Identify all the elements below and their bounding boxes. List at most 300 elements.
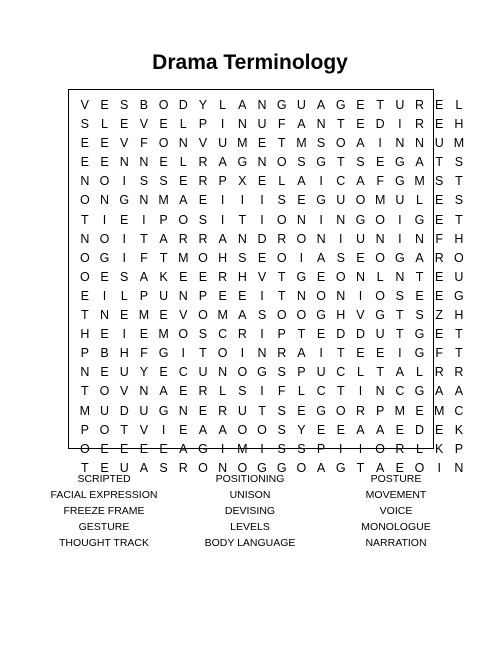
grid-letter: E [375,346,385,361]
grid-letter: F [140,250,148,265]
grid-letter: O [276,308,287,323]
grid-letter: I [378,136,382,151]
grid-letter: E [435,212,444,227]
grid-letter: M [79,403,91,418]
grid-letter: I [220,193,225,208]
grid-letter: V [120,136,129,151]
grid-letter: C [336,365,346,380]
grid-letter: I [260,441,264,456]
grid-letter: O [79,269,90,284]
grid-letter: E [415,288,424,303]
grid-letter: L [101,117,108,132]
grid-letter: F [435,231,444,246]
grid-letter: R [434,250,444,265]
grid-letter: I [437,460,441,475]
grid-letter: N [296,288,306,303]
grid-letter: E [159,155,168,170]
grid-letter: I [339,231,343,246]
grid-letter: I [102,212,107,227]
grid-letter: E [316,327,326,342]
grid-letter: A [375,422,385,437]
grid-letter: C [178,365,188,380]
grid-letter: U [355,231,365,246]
grid-letter: T [297,327,306,342]
grid-letter: N [80,365,90,380]
grid-row [75,268,469,287]
grid-letter: E [198,403,208,418]
grid-letter: O [375,288,386,303]
grid-letter: E [435,288,444,303]
grid-letter: E [316,269,326,284]
grid-letter: S [120,269,129,284]
grid-letter: I [260,327,264,342]
grid-letter: I [260,384,264,399]
grid-row [75,287,469,306]
grid-letter: I [319,346,323,361]
grid-letter: T [258,403,266,418]
grid-letter: M [453,136,465,151]
grid-letter: N [316,231,326,246]
grid-letter: L [179,117,187,132]
grid-letter: G [276,460,287,475]
grid-letter: E [100,269,109,284]
grid-row [75,153,469,172]
grid-letter: T [277,269,286,284]
grid-letter: G [375,308,386,323]
grid-letter: Y [139,365,149,380]
grid-letter: T [396,308,404,323]
grid-letter: S [159,460,168,475]
grid-row [75,249,469,268]
grid-letter: A [415,250,424,265]
grid-letter: V [139,422,149,437]
grid-letter: N [178,288,188,303]
word-list-item: THOUGHT TRACK [58,537,150,549]
grid-letter: G [316,308,326,323]
grid-letter: O [79,441,90,456]
grid-letter: E [120,117,129,132]
grid-letter: R [237,327,247,342]
grid-letter: M [217,308,228,323]
grid-letter: I [240,346,245,361]
grid-letter: A [316,98,326,112]
grid-letter: V [257,269,267,284]
grid-letter: N [415,136,425,151]
grid-letter: A [139,269,149,284]
grid-letter: I [122,250,126,265]
grid-letter: A [395,365,405,380]
grid-letter: A [218,155,227,170]
grid-letter: N [237,117,247,132]
grid-letter: E [100,441,109,456]
grid-letter: N [395,269,405,284]
grid-letter: F [140,346,148,361]
grid-letter: L [219,384,227,399]
grid-letter: R [198,384,208,399]
grid-letter: L [179,155,187,170]
grid-letter: G [414,212,425,227]
grid-letter: O [375,441,386,456]
grid-letter: T [415,269,424,284]
word-list-item: POSTURE [370,473,422,485]
grid-letter: I [240,193,245,208]
grid-letter: N [218,460,228,475]
grid-letter: A [238,308,247,323]
grid-letter: A [375,460,385,475]
grid-letter: E [238,288,247,303]
grid-letter: S [435,174,444,189]
grid-letter: F [435,346,444,361]
grid-letter: E [257,174,267,189]
grid-letter: P [198,117,208,132]
grid-letter: T [277,136,286,151]
grid-letter: R [415,117,425,132]
grid-letter: N [100,308,110,323]
grid-letter: P [316,441,326,456]
page-title: Drama Terminology [152,51,348,74]
grid-letter: O [158,136,169,151]
grid-letter: R [277,231,287,246]
grid-letter: O [414,460,425,475]
grid-row [75,191,469,210]
grid-letter: I [260,193,264,208]
grid-letter: G [99,250,110,265]
grid-letter: I [260,288,264,303]
grid-letter: M [158,193,169,208]
grid-letter: A [356,422,365,437]
grid-letter: E [159,117,168,132]
word-list-item: DEVISING [224,505,276,517]
grid-letter: O [454,250,464,265]
grid-letter: T [455,346,463,361]
grid-letter: E [179,384,188,399]
grid-letter: I [299,250,304,265]
grid-letter: I [102,288,107,303]
grid-letter: E [198,193,208,208]
grid-letter: E [179,174,188,189]
grid-letter: S [238,250,247,265]
grid-letter: E [356,346,365,361]
grid-letter: E [395,460,405,475]
grid-letter: I [398,212,402,227]
grid-letter: H [454,231,464,246]
grid-letter: R [198,174,208,189]
grid-letter: O [198,308,208,323]
grid-letter: E [435,98,444,112]
grid-letter: E [139,327,149,342]
grid-letter: U [237,403,247,418]
grid-letter: O [99,384,110,399]
grid-letter: O [99,231,110,246]
grid-letter: A [218,422,227,437]
grid-letter: H [80,327,90,342]
grid-letter: E [316,422,326,437]
grid-letter: E [395,422,405,437]
grid-letter: I [122,174,126,189]
grid-letter: E [100,327,109,342]
grid-letter: M [237,441,248,456]
grid-letter: T [396,327,404,342]
grid-letter: U [336,193,346,208]
grid-letter: A [297,117,306,132]
grid-letter: A [297,174,306,189]
grid-letter: P [198,288,208,303]
grid-letter: D [355,327,365,342]
grid-letter: E [159,441,168,456]
letter-grid [75,96,469,478]
grid-letter: U [119,365,129,380]
grid-letter: U [257,117,267,132]
word-list-item: NARRATION [365,537,427,549]
grid-letter: G [414,327,425,342]
grid-letter: V [80,98,90,112]
grid-letter: I [398,346,402,361]
grid-row [75,421,469,440]
grid-letter: O [99,174,110,189]
grid-letter: S [277,441,286,456]
grid-letter: S [336,250,345,265]
grid-letter: H [336,308,346,323]
grid-letter: A [316,250,326,265]
grid-letter: L [297,384,305,399]
grid-letter: O [99,422,110,437]
grid-letter: O [335,403,346,418]
grid-letter: S [356,155,365,170]
word-list-item: VOICE [379,505,413,517]
grid-letter: N [316,117,326,132]
grid-letter: L [455,98,463,112]
grid-letter: E [159,308,168,323]
grid-letter: O [79,193,90,208]
grid-row [75,325,469,344]
grid-letter: T [435,155,444,170]
grid-letter: P [454,441,464,456]
word-list-item: GESTURE [78,521,130,533]
grid-letter: U [218,136,228,151]
grid-letter: S [395,288,405,303]
grid-letter: H [119,346,129,361]
grid-letter: D [415,422,425,437]
grid-letter: R [198,155,208,170]
grid-letter: N [336,212,346,227]
grid-letter: L [356,365,364,380]
grid-letter: D [178,98,188,112]
grid-letter: I [358,384,363,399]
grid-letter: E [435,327,444,342]
grid-letter: A [356,174,365,189]
grid-letter: Y [198,98,208,112]
word-column-2 [172,471,328,551]
grid-letter: C [218,327,228,342]
grid-letter: P [80,346,90,361]
grid-letter: P [277,327,286,342]
grid-letter: N [257,98,267,112]
grid-letter: L [278,174,286,189]
grid-letter: E [139,441,149,456]
grid-letter: C [454,403,464,418]
grid-letter: N [375,384,385,399]
grid-letter: E [120,212,129,227]
grid-letter: G [454,288,464,303]
grid-letter: N [355,269,365,284]
grid-letter: P [80,422,90,437]
grid-letter: T [376,365,384,380]
grid-letter: S [297,441,306,456]
grid-letter: V [139,117,149,132]
grid-letter: O [316,288,326,303]
grid-letter: R [454,365,464,380]
grid-letter: O [335,269,346,284]
grid-letter: U [159,288,169,303]
grid-letter: E [179,269,188,284]
grid-letter: A [198,422,208,437]
word-list-item: MONOLOGUE [361,521,431,533]
grid-letter: N [296,212,306,227]
grid-letter: E [435,193,444,208]
grid-letter: L [416,193,423,208]
grid-letter: E [100,98,109,112]
grid-letter: T [455,174,463,189]
grid-letter: M [296,136,307,151]
grid-letter: I [220,212,225,227]
grid-letter: A [297,346,306,361]
grid-letter: N [80,174,90,189]
grid-letter: F [277,384,286,399]
grid-letter: I [398,231,402,246]
grid-letter: O [375,212,386,227]
grid-letter: R [395,441,405,456]
grid-letter: E [218,288,227,303]
grid-letter: I [122,327,126,342]
grid-letter: R [415,98,425,112]
grid-letter: T [140,231,148,246]
grid-letter: G [335,460,346,475]
grid-letter: S [198,327,208,342]
grid-letter: A [179,193,188,208]
grid-letter: O [375,250,386,265]
grid-letter: G [198,441,208,456]
grid-letter: E [336,422,345,437]
grid-letter: Y [297,422,306,437]
grid-row [75,402,469,421]
grid-letter: R [218,269,228,284]
grid-letter: O [217,346,228,361]
grid-letter: O [237,365,248,380]
grid-letter: E [375,155,385,170]
grid-letter: T [376,98,384,112]
grid-row [75,440,469,459]
grid-letter: S [159,174,168,189]
grid-letter: V [120,384,129,399]
grid-letter: N [395,136,405,151]
grid-letter: S [257,308,267,323]
grid-letter: I [319,212,323,227]
grid-letter: I [319,174,323,189]
grid-letter: E [179,422,188,437]
grid-letter: T [336,117,345,132]
grid-letter: O [296,460,307,475]
grid-letter: V [198,136,208,151]
grid-letter: R [434,365,444,380]
grid-letter: O [257,422,267,437]
grid-letter: G [316,193,326,208]
grid-letter: G [335,98,346,112]
grid-letter: U [316,365,326,380]
grid-letter: H [218,250,228,265]
grid-letter: I [181,346,186,361]
grid-letter: H [454,117,464,132]
grid-letter: I [122,231,126,246]
grid-letter: E [100,460,109,475]
grid-letter: I [358,441,363,456]
grid-letter: A [435,384,444,399]
grid-letter: N [139,384,149,399]
grid-letter: A [316,460,326,475]
grid-letter: A [238,98,247,112]
grid-letter: A [179,441,188,456]
grid-letter: O [276,212,287,227]
grid-letter: E [257,136,267,151]
grid-letter: E [80,288,90,303]
grid-letter: C [395,384,405,399]
grid-letter: E [159,365,168,380]
grid-letter: T [455,327,463,342]
grid-letter: O [237,422,248,437]
grid-letter: G [158,403,169,418]
word-list-item: FACIAL EXPRESSION [50,489,158,501]
grid-letter: A [139,460,149,475]
grid-letter: L [219,98,227,112]
grid-letter: E [100,365,109,380]
grid-letter: A [159,231,168,246]
grid-letter: I [142,212,146,227]
grid-letter: O [296,308,307,323]
grid-letter: O [79,250,90,265]
grid-letter: U [375,327,385,342]
grid-letter: K [454,422,464,437]
grid-letter: U [434,136,444,151]
word-list-item: FREEZE FRAME [63,505,145,517]
grid-letter: F [376,174,384,189]
grid-letter: U [454,269,464,284]
grid-letter: U [296,98,306,112]
grid-letter: G [119,193,130,208]
grid-letter: E [435,117,444,132]
grid-letter: T [356,460,365,475]
grid-letter: E [120,308,129,323]
grid-letter: D [257,231,267,246]
grid-letter: T [277,288,286,303]
grid-letter: G [276,98,287,112]
grid-row [75,211,469,230]
grid-letter: I [220,117,225,132]
grid-letter: E [100,136,109,151]
grid-letter: M [178,250,189,265]
word-list-item: POSITIONING [215,473,285,485]
grid-letter: B [139,98,149,112]
grid-letter: N [454,460,464,475]
grid-letter: S [238,384,247,399]
grid-letter: N [237,231,247,246]
grid-letter: K [435,441,444,456]
grid-letter: E [356,250,365,265]
grid-letter: I [161,422,166,437]
grid-letter: N [100,193,110,208]
grid-letter: O [335,136,346,151]
grid-letter: S [120,98,129,112]
grid-letter: S [415,308,424,323]
grid-letter: S [277,403,286,418]
